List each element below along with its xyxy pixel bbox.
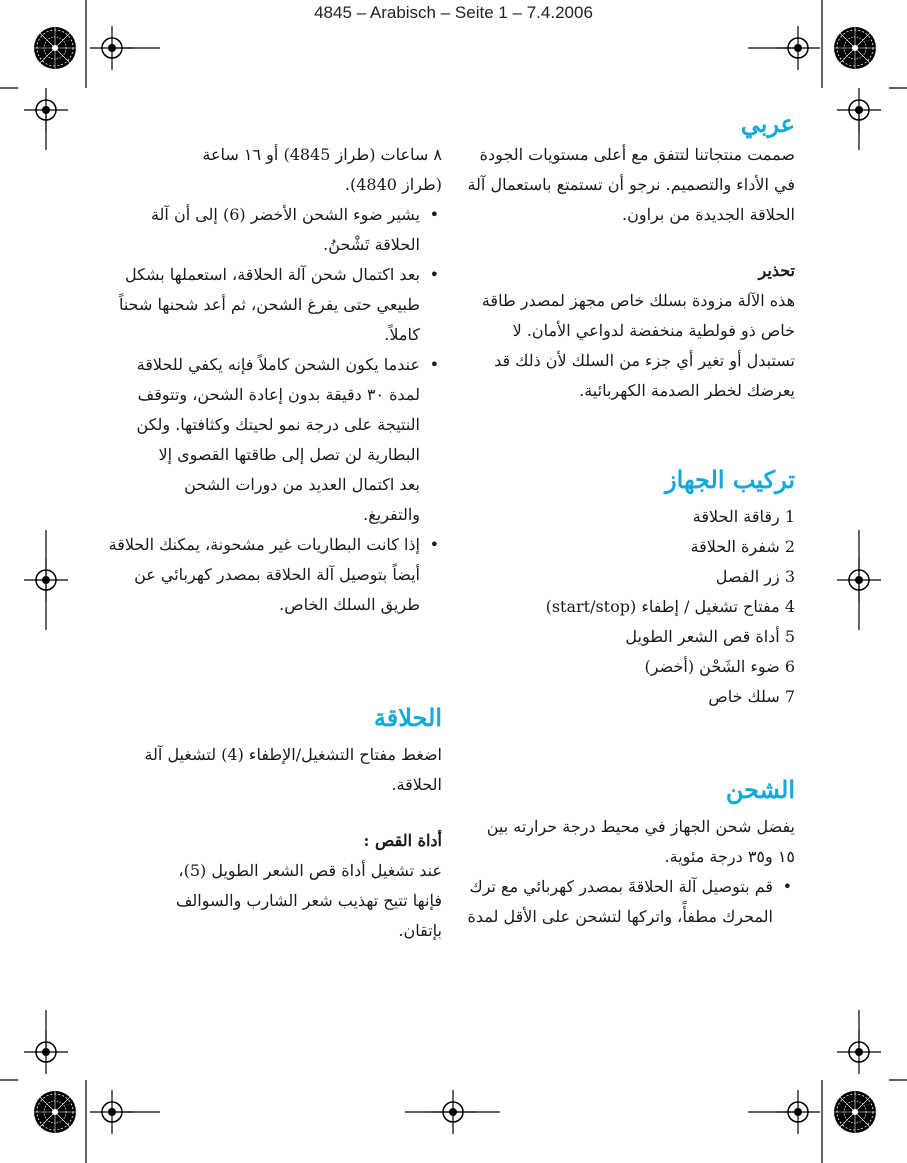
arabic-heading: عربي [740, 109, 795, 138]
warning-line: يعرضك لخطر الصدمة الكهربائية. [579, 381, 795, 400]
bullet-dot: • [782, 877, 792, 896]
bullet-line: كاملاً. [384, 325, 420, 344]
warning-heading: تحذير [758, 261, 795, 280]
assembly-heading: تركيب الجهاز [665, 465, 795, 494]
bullet-line: النتيجة على درجة نمو لحيتك وكثافتها. ولكن [136, 415, 420, 434]
bullet-line: طبيعي حتى يفرغ الشحن، ثم أعد شحنها شحناً [118, 295, 420, 314]
parts-list-item: 7 سلك خاص [708, 687, 795, 706]
bullet-line: البطارية لن تصل إلى طاقتها القصوى إلا [158, 445, 420, 464]
list-item [462, 872, 795, 932]
bullet-line: يشير ضوء الشحن الأخضر (6) إلى أن آلة [150, 205, 420, 224]
bullet-line: أيضاً بتوصيل آلة الحلاقة بمصدر كهربائي عن [134, 565, 420, 584]
list-item [108, 530, 442, 620]
list-item [108, 350, 442, 530]
bullet-line: الحلاقة تَشْحنُ. [323, 235, 420, 254]
bullet-line: لمدة ٣٠ دقيقة بدون إعادة الشحن، وتتوقف [137, 385, 420, 404]
shaving-heading: الحلاقة [373, 703, 442, 732]
warning-line: خاص ذو فولطية منخفضة لدواعي الأمان. لا [512, 321, 795, 340]
charging-bullets [462, 872, 795, 932]
bullet-line: بعد اكتمال شحن آلة الحلاقة، استعملها بشكل [125, 265, 420, 284]
shaving-line: اضغط مفتاح التشغيل/الإطفاء (4) لتشغيل آلة [144, 745, 442, 764]
bullet-dot: • [429, 205, 439, 224]
intro-line: في الأداء والتصميم. نرجو أن تستمتع باستعمال آلة [467, 175, 795, 194]
continued-line: ٨ ساعات (طراز 4845) أو ١٦ ساعة [202, 145, 442, 164]
right-column [462, 108, 795, 932]
warning-line: تستبدل أو تغير أي جزء من السلك لأن ذلك قد [494, 351, 795, 370]
parts-list-item: 1 رقاقة الحلاقة [692, 507, 795, 526]
trimmer-heading: أداة القص : [363, 831, 442, 850]
intro-line: صممت منتجاتنا لتتفق مع أعلى مستويات الجودة [479, 145, 795, 164]
parts-list-item: 5 أداة قص الشعر الطويل [625, 627, 795, 646]
bullet-dot: • [429, 535, 439, 554]
bullet-line: إذا كانت البطاريات غير مشحونة، يمكنك الحلاقة [108, 535, 420, 554]
bullet-line: عندما يكون الشحن كاملاً فإنه يكفي للحلاقة [136, 355, 420, 374]
charging-line: يفضل شحن الجهاز في محيط درجة حرارته بين [486, 817, 795, 836]
trimmer-line: فإنها تتيح تهذيب شعر الشارب والسوالف [175, 891, 442, 910]
parts-list-item: 3 زر الفصل [715, 567, 795, 586]
parts-list-item: 4 مفتاح تشغيل / إطفاء (start/stop) [545, 597, 795, 616]
warning-line: هذه الآلة مزودة بسلك خاص مجهز لمصدر طاقة [481, 291, 795, 310]
list-item [108, 260, 442, 350]
page-header: 4845 – Arabisch – Seite 1 – 7.4.2006 [314, 3, 593, 22]
charging-heading: الشحن [725, 775, 795, 804]
charging-notes [108, 200, 442, 620]
bullet-line: طريق السلك الخاص. [279, 595, 420, 614]
intro-line: الحلاقة الجديدة من براون. [622, 205, 795, 224]
charging-line: ١٥ و٣٥ درجة مئوية. [664, 847, 795, 866]
left-column [108, 140, 442, 946]
parts-list-item: 2 شفرة الحلاقة [690, 537, 795, 556]
continued-line: (طراز 4840). [344, 175, 442, 194]
trimmer-line: بإتقان. [398, 921, 442, 940]
parts-list [462, 502, 795, 712]
bullet-line: بعد اكتمال العديد من دورات الشحن [184, 475, 420, 494]
shaving-line: الحلاقة. [391, 775, 442, 794]
bullet-line: والتفريغ. [363, 505, 420, 524]
trimmer-line: عند تشغيل أداة قص الشعر الطويل (5)، [178, 861, 442, 880]
bullet-dot: • [429, 355, 439, 374]
bullet-line: المحرك مطفأً، واتركها لتشحن على الأقل لمدة [467, 907, 773, 926]
list-item [108, 200, 442, 260]
bullet-line: قم بتوصيل آلة الحلاقةَ بمصدر كهربائي مع ترك [469, 877, 773, 896]
bullet-dot: • [429, 265, 439, 284]
parts-list-item: 6 ضوء الشَحْن (أخضر) [644, 657, 795, 676]
